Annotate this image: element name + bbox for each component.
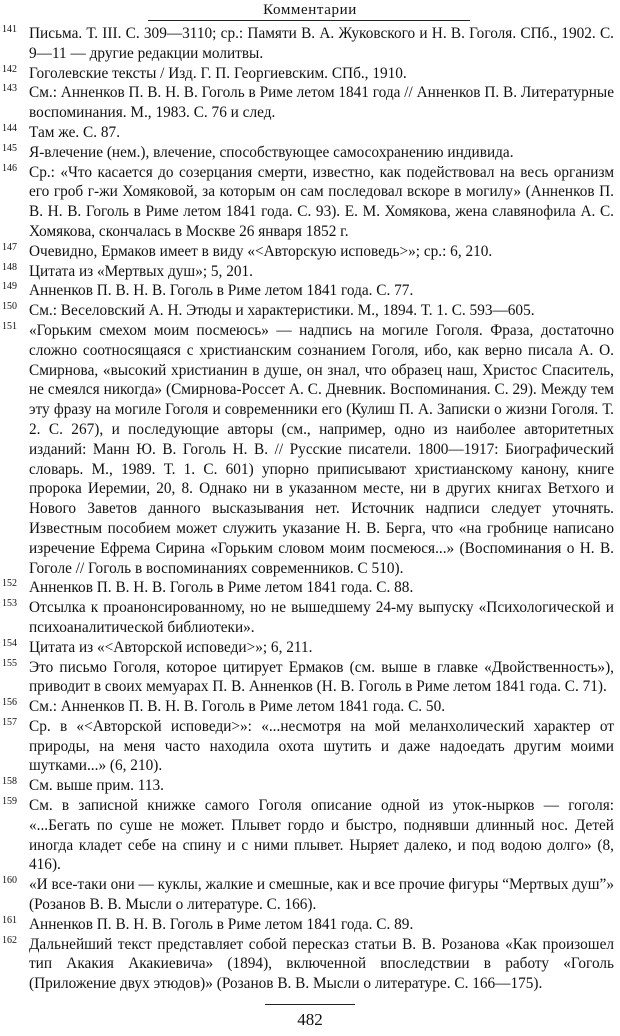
- footnote: [0, 658, 620, 698]
- footnote: [0, 83, 620, 123]
- footnote: [0, 321, 620, 578]
- commentary-notes: [0, 24, 620, 994]
- footnote-number: 159: [2, 796, 17, 808]
- footnote: [0, 281, 620, 301]
- footnote: [0, 578, 620, 598]
- footnote-text: Цитата из «Мертвых душ»; 5, 201.: [29, 262, 253, 280]
- footnote-text: Это письмо Гоголя, которое цитирует Ермаков (см. выше в главке «Двойственность»), приводит в своих мемуарах П. В. Анненков (Н. В. Гоголь в Риме летом 1841 года. С. 71).: [29, 658, 614, 696]
- footnote: [0, 24, 620, 64]
- footnote-text: Цитата из «<Авторской исповеди>»; 6, 211.: [29, 638, 313, 656]
- header-rule: [148, 20, 470, 21]
- footnote: [0, 875, 620, 915]
- page-number: 482: [297, 1010, 323, 1029]
- footnote: [0, 776, 620, 796]
- footnote-number: 162: [2, 934, 17, 946]
- footnote: [0, 935, 620, 994]
- footnote-text: Там же. С. 87.: [29, 123, 121, 141]
- footnote-text: Ср. в «<Авторской исповеди>»: «...несмотря на мой меланхолический характер от природы, на меня часто находила охота шутить и даже надоедать другим моими шутками...» (6, 210).: [29, 717, 614, 775]
- footnote-text: См.: Анненков П. В. Н. В. Гоголь в Риме летом 1841 года. С. 50.: [29, 698, 446, 716]
- footnote-text: Дальнейший текст представляет собой пересказ статьи В. В. Розанова «Как произошел тип Акакия Акакиевича» (1894), включенной впоследствии в работу «Гоголь (Приложение двух этюдов)» (Розанов В. В. Мысли о литературе. С. 166—175).: [29, 935, 614, 993]
- footnote-number: 156: [2, 697, 17, 709]
- footnote-text: См. в записной книжке самого Гоголя описание одной из уток-нырков — гоголя: «...Бегать по суше не может. Плывет гордо и быстро, поднявши длинный нос. Детей иногда кладет себе на спину и с ними плывет. Ныряет далеко, и под водою долго» (8, 416).: [29, 797, 614, 874]
- footnote: [0, 717, 620, 776]
- footnote: [0, 915, 620, 935]
- footnote-text: «Горьким смехом моим посмеюсь» — надпись на могиле Гоголя. Фраза, достаточно сложно соотносящаяся с христианским сознанием Гоголя, ибо, как верно писала А. О. Смирнова, «высокий христианин в душе, он знал, что образец наш, Христос Спаситель, не смеялся никогда» (Смирнова-Россет А. С. Дневник. Воспоминания. С. 29). Между тем эту фразу на могиле Гоголя и современники его (Кулиш П. А. Записки о жизни Гоголя. Т. 2. С. 267), и последующие авторы (см., например, одно из наиболее авторитетных изданий: Манн Ю. В. Гоголь Н. В. // Русские писатели. 1800—1917: Биографический словарь. М., 1989. Т. 1. С. 601) упорно приписывают христианскому канону, книге пророка Иеремии, 20, 8. Однако ни в указанном месте, ни в других книгах Ветхого и Нового Заветов данного высказывания нет. Источник надписи следует уточнять. Известным пособием может служить указание Н. В. Берга, что «на гробнице написано изречение Ефрема Сирина «Горьким словом моим посмеюся...» (Воспоминания о Н. В. Гоголе // Гоголь в воспоминаниях современников. С 510).: [29, 321, 614, 577]
- footnote-number: 155: [2, 657, 17, 669]
- footnote-text: «И все-таки они — куклы, жалкие и смешные, как и все прочие фигуры “Мертвых душ”» (Розанов В. В. Мысли о литературе. С. 166).: [29, 876, 614, 914]
- footnote: [0, 638, 620, 658]
- footnote-number: 150: [2, 301, 17, 313]
- footnote-text: Очевидно, Ермаков имеет в виду «<Авторскую исповедь>»; ср.: 6, 210.: [29, 242, 493, 260]
- footnote-number: 161: [2, 914, 17, 926]
- footnote: [0, 123, 620, 143]
- footnote-text: Гоголевские тексты / Изд. Г. П. Георгиевским. СПб., 1910.: [29, 64, 407, 82]
- footnote-text: См. выше прим. 113.: [29, 777, 164, 795]
- footnote-number: 142: [2, 63, 17, 75]
- footnote-text: Анненков П. В. Н. В. Гоголь в Риме летом 1841 года. С. 89.: [29, 915, 414, 933]
- footnote-number: 141: [2, 24, 17, 35]
- footnote: [0, 64, 620, 84]
- footnote: [0, 143, 620, 163]
- footnote: [0, 697, 620, 717]
- footnote: [0, 598, 620, 638]
- footer-rule: [265, 1004, 355, 1005]
- footnote-number: 151: [2, 320, 17, 332]
- footnote-number: 143: [2, 83, 17, 95]
- footnote-number: 147: [2, 241, 17, 253]
- footnote-text: Ср.: «Что касается до созерцания смерти, известно, как подействовал на весь организм его гроб г-жи Хомяковой, за которым он сам последовал вскоре в могилу» (Анненков П. В. Н. В. Гоголь в Риме летом 1841 года. С. 93). Е. М. Хомякова, жена славянофила А. С. Хомякова, скончалась в Москве 26 января 1852 г.: [29, 163, 614, 240]
- footnote-number: 153: [2, 598, 17, 610]
- footnote-text: Письма. Т. III. С. 309—3110; ср.: Памяти В. А. Жуковского и Н. В. Гоголя. СПб., 1902. С. 9—11 — другие редакции молитвы.: [29, 25, 614, 62]
- footnote-number: 157: [2, 716, 17, 728]
- footnote-number: 146: [2, 162, 17, 174]
- footnote-number: 148: [2, 261, 17, 273]
- footnote-text: См.: Анненков П. В. Н. В. Гоголь в Риме летом 1841 года // Анненков П. В. Литературные воспоминания. М., 1983. С. 76 и след.: [29, 84, 614, 122]
- footnote-number: 160: [2, 875, 17, 887]
- footnote: [0, 242, 620, 262]
- footnote-text: Анненков П. В. Н. В. Гоголь в Риме летом 1841 года. С. 88.: [29, 579, 414, 597]
- footnote-text: Отсылка к проанонсированному, но не вышедшему 24-му выпуску «Психологической и психоаналитической библиотеки».: [29, 599, 614, 636]
- footnote: [0, 301, 620, 321]
- footnote-number: 149: [2, 281, 17, 293]
- footnote: [0, 262, 620, 282]
- footnote: [0, 796, 620, 875]
- running-header: Комментарии: [263, 2, 357, 18]
- footnote-number: 144: [2, 122, 17, 134]
- footnote-text: Анненков П. В. Н. В. Гоголь в Риме летом 1841 года. С. 77.: [29, 282, 414, 300]
- footnote-number: 152: [2, 578, 17, 590]
- footnote-number: 154: [2, 637, 17, 649]
- footnote-number: 158: [2, 776, 17, 788]
- footnote-number: 145: [2, 142, 17, 154]
- footnote-text: См.: Веселовский А. Н. Этюды и характеристики. М., 1894. Т. 1. С. 593—605.: [29, 302, 535, 320]
- footnote-text: Я-влечение (нем.), влечение, способствующее самосохранению индивида.: [29, 143, 514, 161]
- footnote: [0, 163, 620, 242]
